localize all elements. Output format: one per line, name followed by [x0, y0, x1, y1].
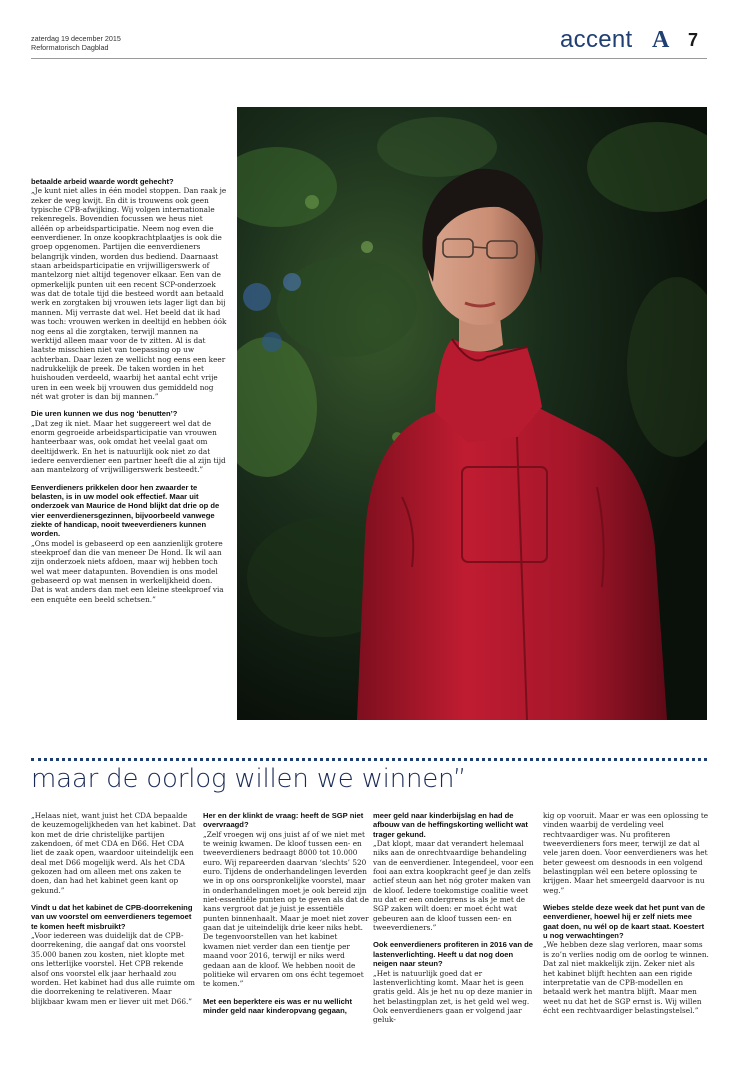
answer-text: „Dat zeg ik niet. Maar het suggereert wel dat de enorm gegroeide arbeidsparticipatie van vrouwen hanteerbaar was, ook omdat het veelal gaat om deeltijdwerk. En het is natuurlijk ook niet zo dat iedere eenverdiener een partner heeft die al zijn tijd aan mantelzorg of vrijwilligerswerk besteedt.”: [31, 418, 226, 475]
dotted-divider: [31, 758, 707, 761]
question-text: meer geld naar kinderbijslag en had de afbouw van de heffingskorting wellicht wat trager gekund.: [373, 811, 528, 839]
answer-text: „Zelf vroegen wij ons juist af of we niet met te weinig kwamen. De kloof tussen een- en tweeverdieners bedraagt 8000 tot 10.000 euro. Wij repareerden daarvan ‘slechts’ 520 euro. Tijdens de onderhandelingen leverden we in op ons oorspronkelijke voorstel, maar in onderhandelingen moet je ook bereid zijn niet-essentiële punten op te geven als dat de kans vergroot dat je juist je essentiële punten binnenhaalt. Maar je moet niet zover gaan dat je uiteindelijk drie keer niks hebt. De tegenvoorstellen van het kabinet kwamen niet verder dan een tientje per maand voor 2016, terwijl er niks werd gedaan aan de kloof. We hebben nooit de politieke wil ervaren om ons écht tegemoet te komen.”: [203, 829, 369, 989]
question-text: Ook eenverdieners profiteren in 2016 van de lastenverlichting. Heeft u dat nog doen neigen naar steun?: [373, 940, 533, 969]
answer-text: „Voor iedereen was duidelijk dat de CPB-doorrekening, die aangaf dat ons voorstel 35.000 banen zou kosten, niet klopte met ons letterlijke voorstel. Het CPB rekende alsof ons voorstel elk jaar herhaald zou worden. Het kabinet had dus alle ruimte om die doorrekening te relativeren. Maar blijkbaar kwam men er liever uit met D66.”: [31, 931, 195, 1006]
issue-date: zaterdag 19 december 2015: [31, 34, 121, 43]
header-meta: [31, 34, 121, 52]
header-rule: [31, 58, 707, 59]
column-2: [203, 811, 369, 1036]
answer-text: kig op vooruit. Maar er was een oplossing te vinden waarbij de verdeling veel rechtvaardiger was. Nu profiteren tweeverdieners fors meer, terwijl ze dat al vele jaren doen. Voor eenverdieners was het beter geweest om desnoods in een volgend belastingplan wél een betere oplossing te krijgen. Maar het smeergeld daarvoor is nu weg.”: [543, 811, 709, 895]
question-text: Eenverdieners prikkelen door hen zwaarder te belasten, is in uw model ook effectief. Maar uit onderzoek van Maurice de Hond blijkt dat drie op de vier eenverdienersgezinnen, bijvoorbeeld vanwege ziekte of handicap, nooit tweeverdieners kunnen worden.: [31, 482, 220, 539]
answer-text: „Ons model is gebaseerd op een aanzienlijk grotere steekproef dan die van meneer De Hond. Ik wil aan zijn onderzoek niets afdoen, maar wij hebben toch wel wat meer datapunten. Bovendien is ons model gebaseerd op wat mensen in werkelijkheid doen. Dat is wat anders dan met een kleine steekproef via een enquête een beeld schetsen.”: [31, 538, 224, 604]
question-text: Her en der klinkt de vraag: heeft de SGP niet overvraagd?: [203, 811, 364, 830]
question-text: Met een beperktere eis was er nu wellicht minder geld naar kinderopvang gegaan,: [203, 996, 352, 1015]
column-4: [543, 811, 709, 1036]
portrait-illustration: [237, 107, 707, 720]
answer-text: „Je kunt niet alles in één model stoppen. Dan raak je zeker de weg kwijt. En dit is trouwens ook geen typische CPB-afwijking. Wij volgen internationale rekenregels. Bovendien focussen we heus niet alléén op arbeidsparticipatie. Neem nog even die eenverdiener. In onze koopkrachtplaatjes is ook die groep opgenomen. Partijen die eenverdieners belangrijk vinden, worden dus bediend. Daarnaast staan arbeidsparticipatie en vrijwilligerswerk of mantelzorg niet altijd tegenover elkaar. Een van de opmerkelijk punten uit een recent SCP-onderzoek was dat de totale tijd die besteed wordt aan betaald werk en zorgtaken bij vrouwen iets lager ligt dan bij mannen. Mij verraste dat wel. Het beeld dat ik had was toch: vrouwen werken in deeltijd en hebben óók nog eens al die zorgtaken, terwijl mannen na werktijd alleen maar voor de tv zitten. Al is dat laatste misschien niet van toepassing op uw achterban. Daar lezen ze wellicht nog eens een keer nadrukkelijk de preek. De taken worden in het huishouden verdeeld, waarbij het aantal echt vrije uren in een week bij vrouwen dus gemiddeld nog nét wat groter is dan bij mannen.”: [31, 186, 227, 401]
question-text: Die uren kunnen we dus nog ‘benutten’?: [31, 409, 178, 419]
column-1: [31, 811, 197, 1036]
answer-text: „We hebben deze slag verloren, maar soms is zo’n verlies nodig om de oorlog te winnen. Dat zal niet makkelijk zijn. Zeker niet als het kabinet blijft hechten aan een rigide interpretatie van de CPB-modellen en betaald werk het mantra blijft. Maar men weet nu dat het de SGP ernst is. Wij willen écht een rechtvaardiger belastingstelsel.”: [543, 940, 709, 1015]
portrait-photo: [237, 107, 707, 720]
headline: maar de oorlog willen we winnen”: [31, 764, 467, 794]
left-column: [31, 177, 227, 727]
answer-text: „Het is natuurlijk goed dat er lastenverlichting komt. Maar het is geen gratis geld. Als je het nu op deze manier in het belastingplan zet, is het geld wel weg. Ook eenverdieners gaan er volgend jaar geluk-: [373, 968, 533, 1025]
answer-text: „Dat klopt, maar dat verandert helemaal niks aan de onrechtvaardige behandeling van de eenverdiener. Integendeel, voor een fooi aan extra koopkracht geef je dan zelfs actief steun aan het nóg groter maken van de kloof. Iedere toekomstige coalitie weet nu dat er een ondergrens is als je met de SGP zaken wilt doen: er moet écht wat gebeuren aan de kloof tussen een- en tweeverdieners.”: [373, 839, 534, 933]
question-text: betaalde arbeid waarde wordt gehecht?: [31, 177, 174, 186]
newspaper-name: Reformatorisch Dagblad: [31, 43, 109, 52]
column-3: [373, 811, 539, 1036]
section-letter: A: [652, 27, 670, 53]
answer-text: „Helaas niet, want juist het CDA bepaalde de keuzemogelijkheden van het kabinet. Dat kon met de drie christelijke partijen zakendoen, óf met CDA en D66. Het CDA liet de zaak open, waardoor uiteindelijk een deal met D66 mogelijk werd. Als het CDA gekozen had om alleen met ons zaken te doen, dan had het kabinet geen kant op gekund.”: [31, 811, 196, 895]
question-text: Wiebes stelde deze week dat het punt van de eenverdiener, hoewel hij er zelf niets mee gaat doen, nu wél op de kaart staat. Koestert u nog verwachtingen?: [543, 903, 705, 941]
page-number: 7: [688, 30, 699, 50]
question-text: Vindt u dat het kabinet de CPB-doorrekening van uw voorstel om eenverdieners tegemoet te komen heeft misbruikt?: [31, 903, 193, 931]
section-title: accent: [560, 26, 633, 53]
